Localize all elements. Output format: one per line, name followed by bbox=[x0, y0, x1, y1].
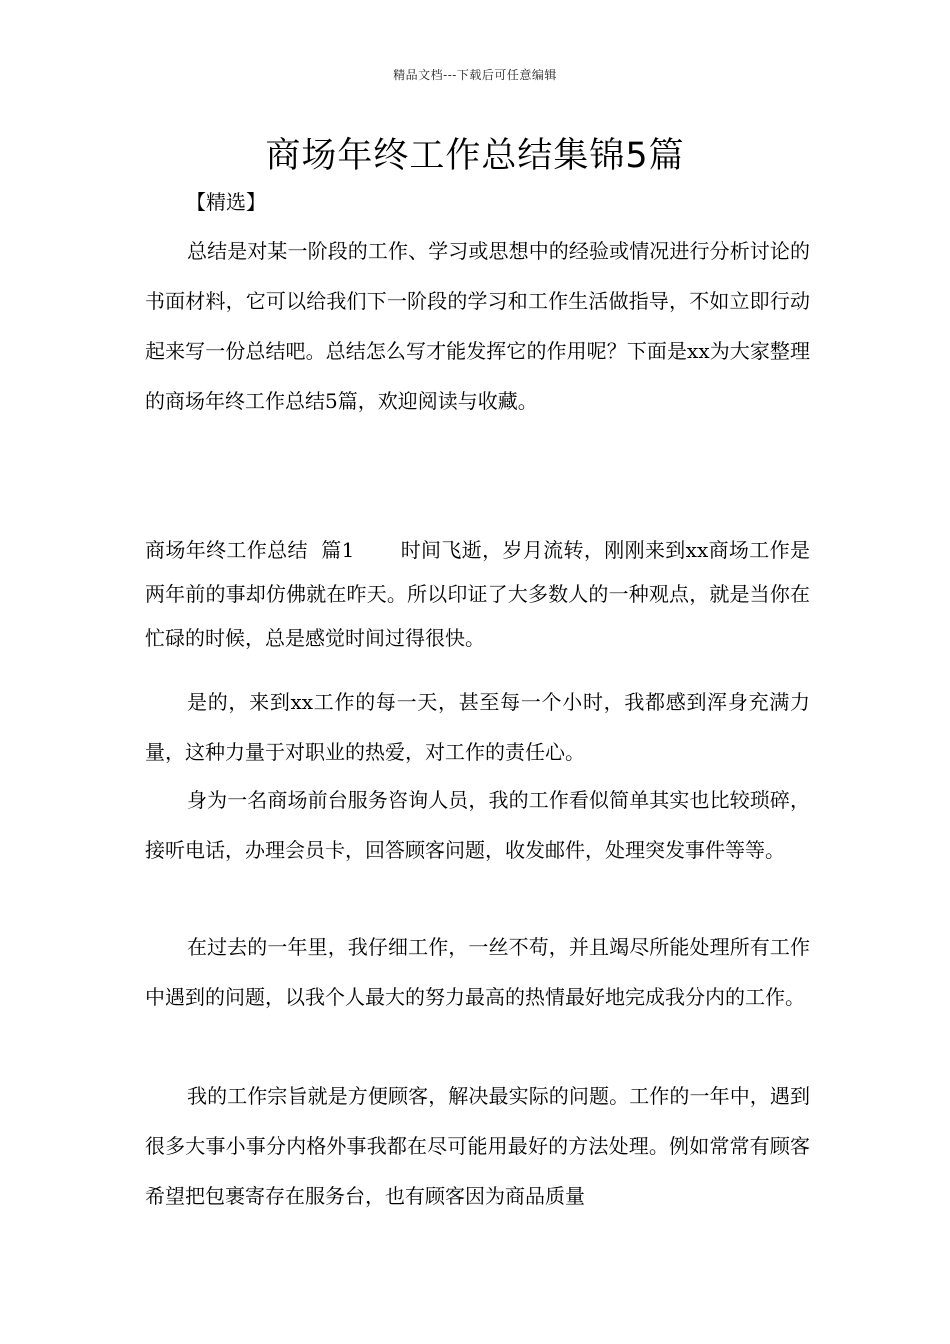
body-paragraph-1: 是的，来到xx工作的每一天，甚至每一个小时，我都感到浑身充满力量，这种力量于对职业的热爱，对工作的责任心。 bbox=[145, 690, 810, 764]
section-1-lead: 时间飞逝，岁月流转，刚刚来到xx商场工作是两年前的事却仿佛就在昨天。所以印证了大多数人的一种观点，就是当你在忙碌的时候，总是感觉时间过得很快。 bbox=[145, 538, 810, 650]
section-1-label: 商场年终工作总结 篇1 bbox=[145, 538, 355, 562]
section-1-paragraph bbox=[145, 528, 810, 660]
intro-paragraph: 总结是对某一阶段的工作、学习或思想中的经验或情况进行分析讨论的书面材料，它可以给我们下一阶段的学习和工作生活做指导，不如立即行动起来写一份总结吧。总结怎么写才能发挥它的作用呢？下面是xx为大家整理的商场年终工作总结5篇，欢迎阅读与收藏。 bbox=[145, 239, 810, 413]
selection-tag: 【精选】 bbox=[186, 190, 266, 214]
page-title: 商场年终工作总结集锦5篇 bbox=[265, 136, 685, 176]
header-note: 精品文档---下载后可任意编辑 bbox=[393, 68, 557, 82]
body-paragraph-2: 身为一名商场前台服务咨询人员，我的工作看似简单其实也比较琐碎，接听电话，办理会员卡，回答顾客问题，收发邮件，处理突发事件等等。 bbox=[145, 788, 810, 862]
body-paragraph-4: 我的工作宗旨就是方便顾客，解决最实际的问题。工作的一年中，遇到很多大事小事分内格外事我都在尽可能用最好的方法处理。例如常常有顾客希望把包裹寄存在服务台，也有顾客因为商品质量 bbox=[145, 1084, 810, 1208]
body-paragraph-3: 在过去的一年里，我仔细工作，一丝不苟，并且竭尽所能处理所有工作中遇到的问题，以我个人最大的努力最高的热情最好地完成我分内的工作。 bbox=[145, 935, 810, 1009]
